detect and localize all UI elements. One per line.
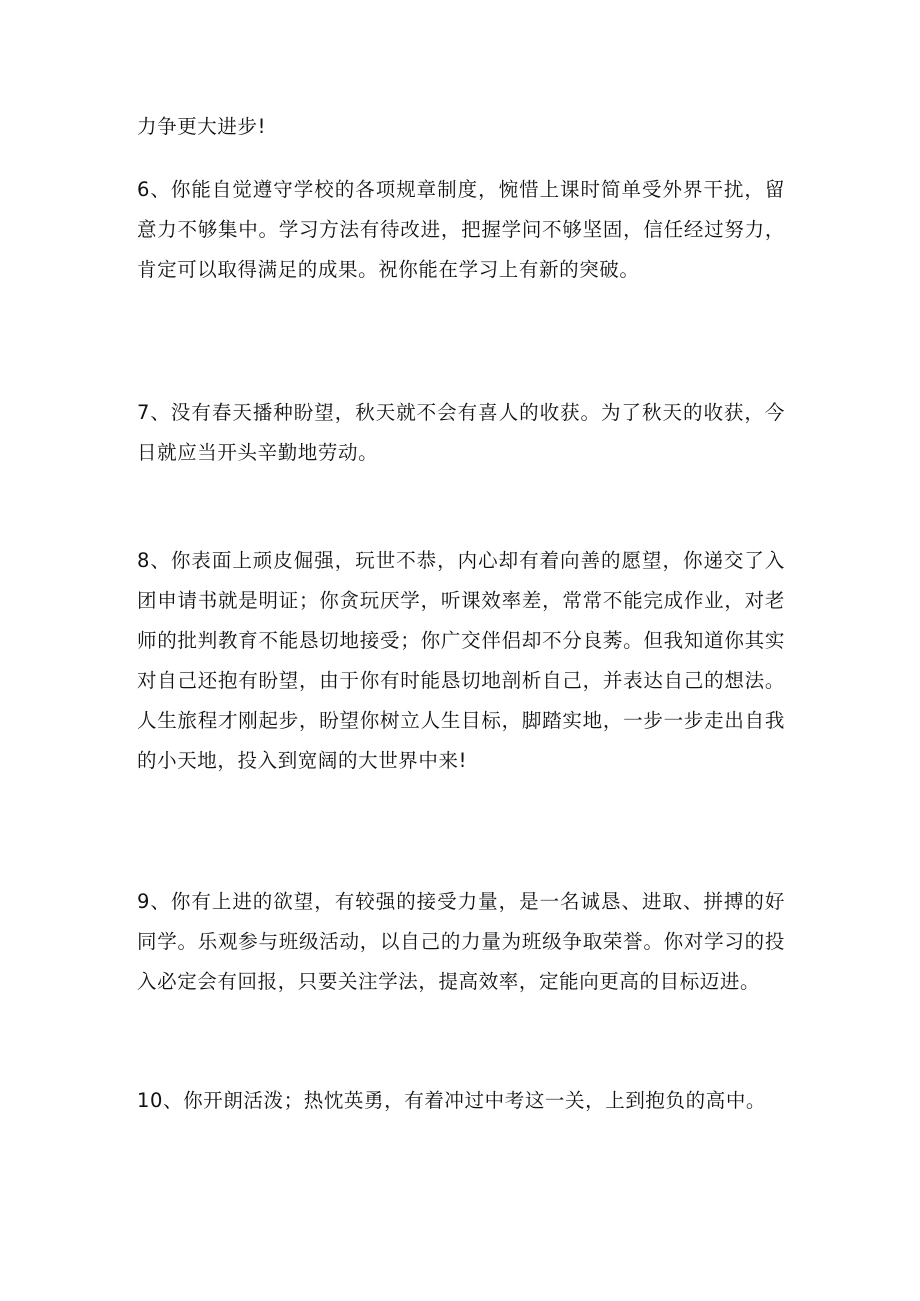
paragraph-7: 7、没有春天播种盼望，秋天就不会有喜人的收获。为了秋天的收获，今日就应当开头辛勤地劳动。 — [137, 401, 785, 464]
paragraph-5-continuation: 力争更大进步! — [137, 115, 267, 138]
paragraph-6: 6、你能自觉遵守学校的各项规章制度，惋惜上课时简单受外界干扰，留意力不够集中。学习方法有待改进，把握学问不够坚固，信任经过努力，肯定可以取得满足的成果。祝你能在学习上有新的突破。 — [137, 178, 785, 281]
paragraph-8: 8、你表面上顽皮倔强，玩世不恭，内心却有着向善的愿望，你递交了入团申请书就是明证；你贪玩厌学，听课效率差，常常不能完成作业，对老师的批判教育不能恳切地接受；你广交伴侣却不分良莠。但我知道你其实对自己还抱有盼望，由于你有时能恳切地剖析自己，并表达自己的想法。人生旅程才刚起步，盼望你树立人生目标，脚踏实地，一步一步走出自我的小天地，投入到宽阔的大世界中来! — [137, 549, 785, 772]
paragraph-10: 10、你开朗活泼；热忱英勇，有着冲过中考这一关，上到抱负的高中。 — [137, 1089, 767, 1112]
paragraph-9: 9、你有上进的欲望，有较强的接受力量，是一名诚恳、进取、拼搏的好同学。乐观参与班级活动，以自己的力量为班级争取荣誉。你对学习的投入必定会有回报，只要关注学法，提高效率，定能向更高的目标迈进。 — [137, 890, 785, 993]
